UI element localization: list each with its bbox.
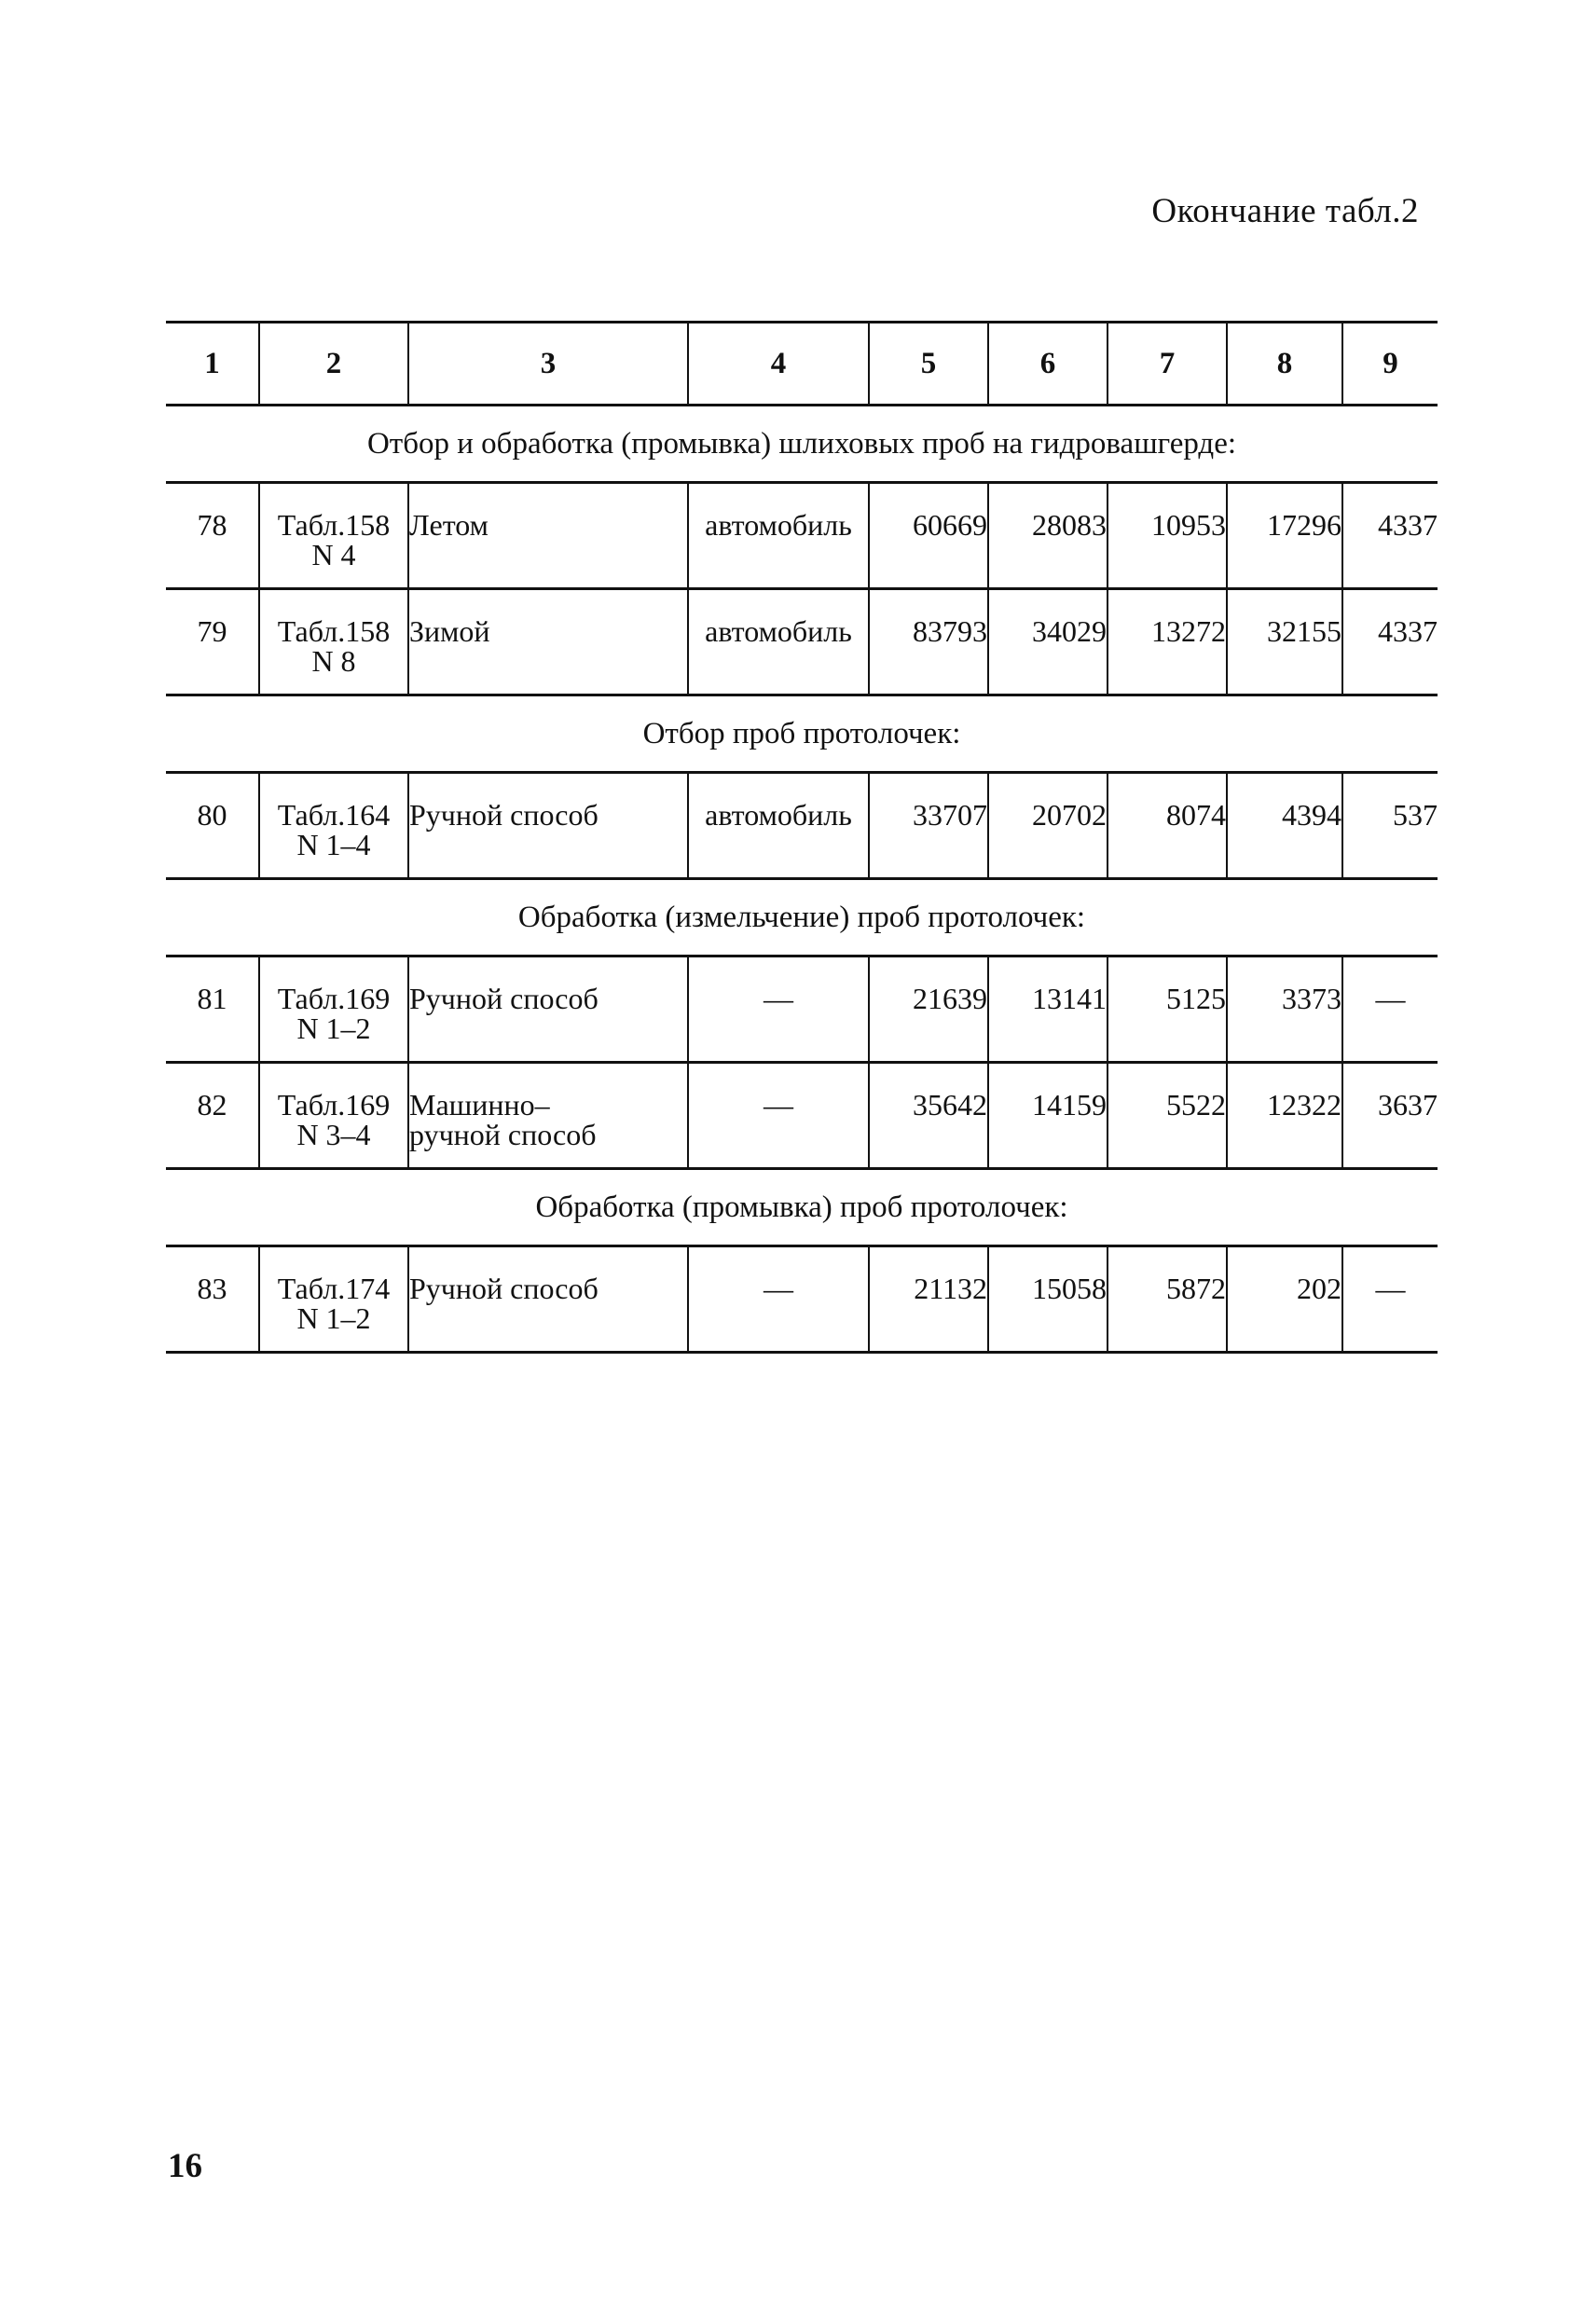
row-number: 81 — [166, 956, 259, 1063]
reference-item: N 1–4 — [296, 828, 371, 861]
value-cell: 13272 — [1108, 589, 1227, 695]
column-number: 2 — [259, 323, 408, 406]
row-number: 80 — [166, 773, 259, 879]
table-row — [166, 956, 1438, 1063]
work-type-line: Летом — [409, 508, 488, 542]
table-row — [166, 1246, 1438, 1353]
work-type — [408, 1063, 688, 1169]
value-cell: 4337 — [1342, 589, 1438, 695]
column-number: 3 — [408, 323, 688, 406]
work-type — [408, 1246, 688, 1353]
value-cell: 83793 — [869, 589, 988, 695]
section-title-row — [166, 1169, 1438, 1246]
value-cell: 12322 — [1227, 1063, 1342, 1169]
column-number: 8 — [1227, 323, 1342, 406]
section-title-row — [166, 879, 1438, 956]
column-number: 9 — [1342, 323, 1438, 406]
work-type-line: Ручной способ — [409, 982, 598, 1015]
row-number: 82 — [166, 1063, 259, 1169]
value-cell: — — [1342, 1246, 1438, 1353]
value-cell: 35642 — [869, 1063, 988, 1169]
row-number: 79 — [166, 589, 259, 695]
value-cell: 3637 — [1342, 1063, 1438, 1169]
value-cell: 28083 — [988, 483, 1108, 589]
table-reference — [259, 589, 408, 695]
page-number: 16 — [168, 2147, 202, 2185]
transport-cell: автомобиль — [688, 773, 869, 879]
transport-cell: — — [688, 1246, 869, 1353]
table-reference — [259, 773, 408, 879]
column-number: 1 — [166, 323, 259, 406]
value-cell: 21132 — [869, 1246, 988, 1353]
table-continuation-heading: Окончание табл.2 — [1151, 192, 1419, 230]
value-cell: 34029 — [988, 589, 1108, 695]
value-cell: 14159 — [988, 1063, 1108, 1169]
value-cell: 10953 — [1108, 483, 1227, 589]
section-title-row — [166, 695, 1438, 773]
value-cell: 20702 — [988, 773, 1108, 879]
value-cell: 60669 — [869, 483, 988, 589]
work-type — [408, 483, 688, 589]
reference-table: Табл.158 — [277, 614, 391, 648]
value-cell: 537 — [1342, 773, 1438, 879]
value-cell: 4394 — [1227, 773, 1342, 879]
value-cell: — — [1342, 956, 1438, 1063]
value-cell: 32155 — [1227, 589, 1342, 695]
work-type — [408, 773, 688, 879]
reference-table: Табл.169 — [277, 1088, 391, 1122]
data-table — [166, 321, 1438, 1354]
row-number: 78 — [166, 483, 259, 589]
transport-cell: автомобиль — [688, 589, 869, 695]
section-title: Обработка (измельчение) проб протолочек: — [166, 879, 1438, 956]
value-cell: 17296 — [1227, 483, 1342, 589]
reference-item: N 1–2 — [296, 1012, 371, 1045]
transport-cell: автомобиль — [688, 483, 869, 589]
reference-item: N 1–2 — [296, 1301, 371, 1335]
value-cell: 5872 — [1108, 1246, 1227, 1353]
reference-item: N 4 — [311, 538, 356, 571]
column-number: 6 — [988, 323, 1108, 406]
value-cell: 15058 — [988, 1246, 1108, 1353]
reference-table: Табл.164 — [277, 798, 391, 832]
table-row — [166, 483, 1438, 589]
section-title: Отбор проб протолочек: — [166, 695, 1438, 773]
work-type-line: Ручной способ — [409, 1272, 598, 1305]
column-number-row — [166, 323, 1438, 406]
value-cell: 13141 — [988, 956, 1108, 1063]
column-number: 5 — [869, 323, 988, 406]
column-number: 7 — [1108, 323, 1227, 406]
value-cell: 33707 — [869, 773, 988, 879]
table-reference — [259, 956, 408, 1063]
table-row — [166, 1063, 1438, 1169]
column-number: 4 — [688, 323, 869, 406]
value-cell: 4337 — [1342, 483, 1438, 589]
work-type — [408, 589, 688, 695]
transport-cell: — — [688, 956, 869, 1063]
work-type-line: Ручной способ — [409, 798, 598, 832]
reference-table: Табл.158 — [277, 508, 391, 542]
reference-item: N 8 — [311, 644, 356, 678]
value-cell: 8074 — [1108, 773, 1227, 879]
reference-item: N 3–4 — [296, 1118, 371, 1151]
work-type-line: Зимой — [409, 614, 490, 648]
section-title-row — [166, 406, 1438, 483]
value-cell: 3373 — [1227, 956, 1342, 1063]
row-number: 83 — [166, 1246, 259, 1353]
table-reference — [259, 1246, 408, 1353]
value-cell: 202 — [1227, 1246, 1342, 1353]
table-row — [166, 589, 1438, 695]
reference-table: Табл.174 — [277, 1272, 391, 1305]
work-type — [408, 956, 688, 1063]
work-type-line: Машинно– — [409, 1088, 550, 1122]
value-cell: 5522 — [1108, 1063, 1227, 1169]
table-row — [166, 773, 1438, 879]
value-cell: 5125 — [1108, 956, 1227, 1063]
section-title: Обработка (промывка) проб протолочек: — [166, 1169, 1438, 1246]
work-type-line: ручной способ — [409, 1118, 597, 1151]
table-reference — [259, 1063, 408, 1169]
transport-cell: — — [688, 1063, 869, 1169]
section-title: Отбор и обработка (промывка) шлиховых проб на гидровашгерде: — [166, 406, 1438, 483]
table-reference — [259, 483, 408, 589]
value-cell: 21639 — [869, 956, 988, 1063]
reference-table: Табл.169 — [277, 982, 391, 1015]
